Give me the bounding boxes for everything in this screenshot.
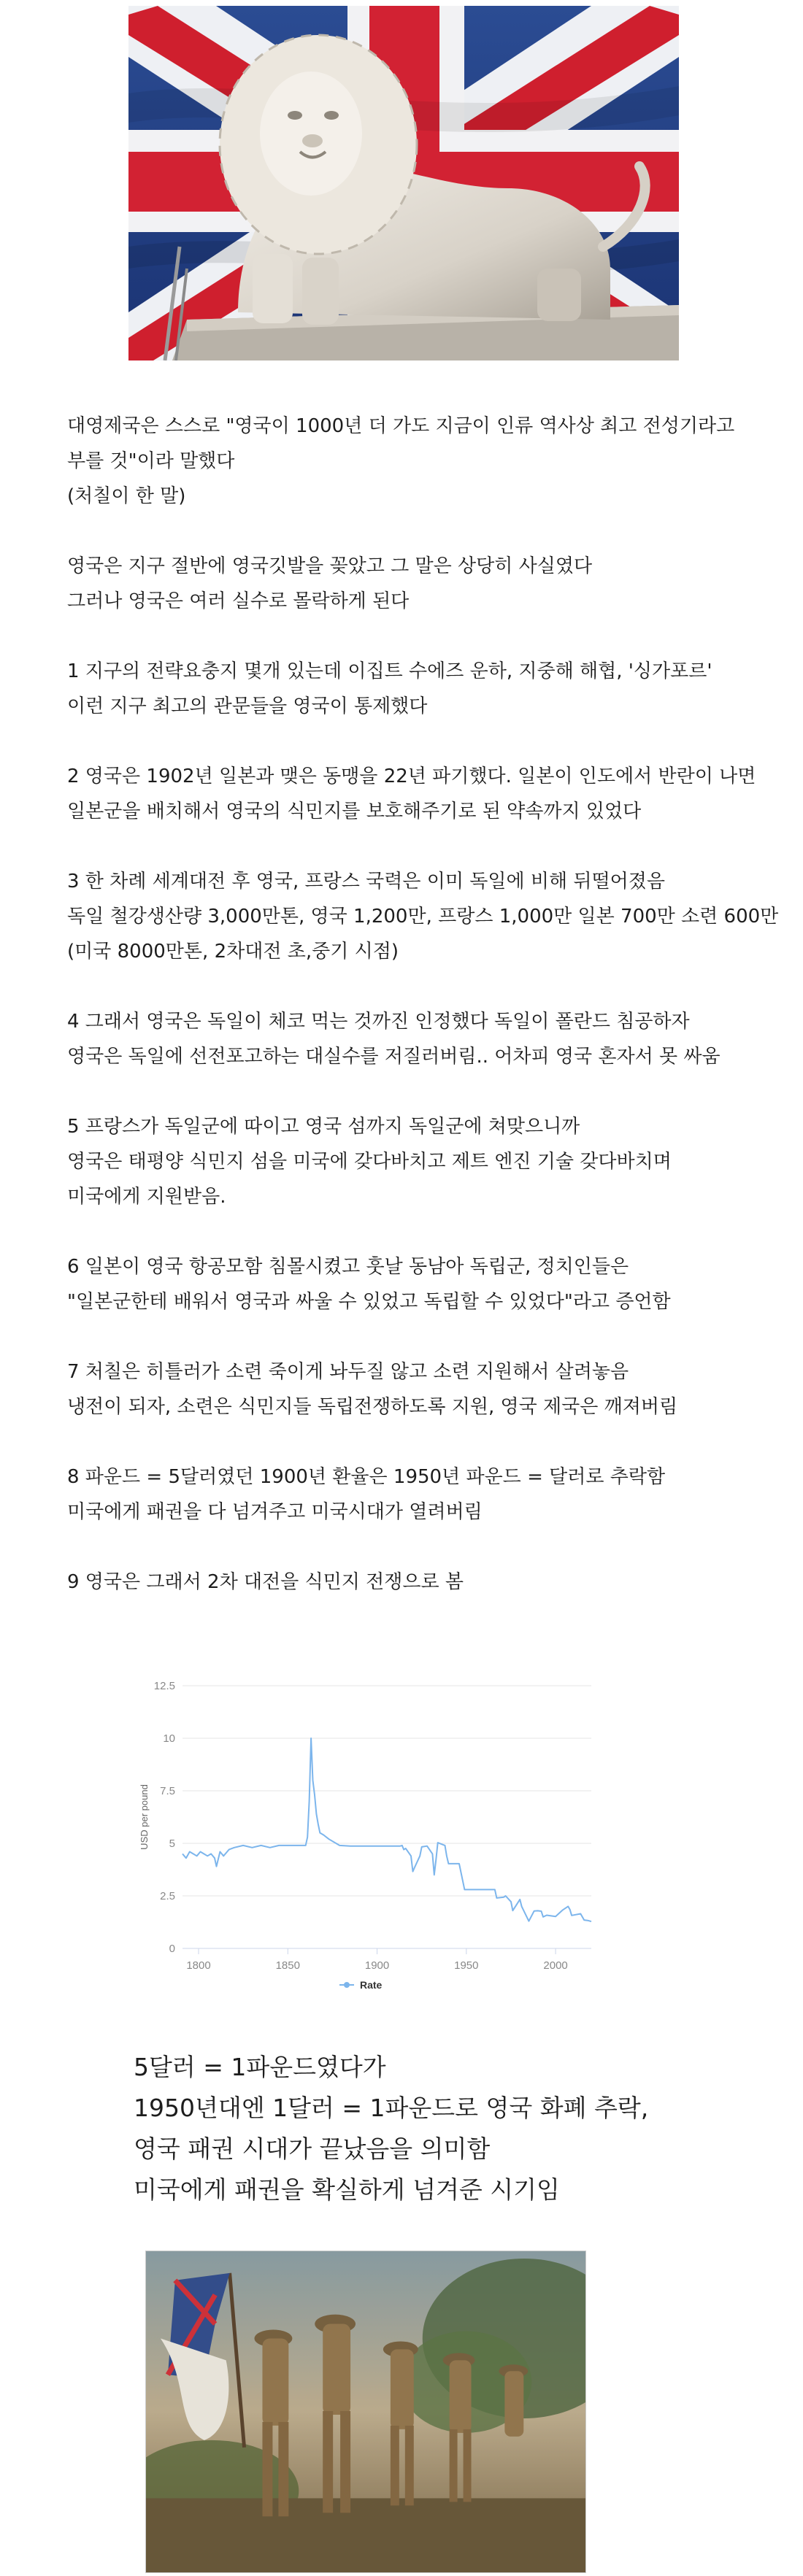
article-line: 5 프랑스가 독일군에 따이고 영국 섬까지 독일군에 쳐맞으니까 [67,1116,580,1138]
legend-label: Rate [360,1979,383,1991]
article-line: (처칠이 한 말) [67,485,186,507]
series-line [182,1738,591,1921]
article-paragraph [67,1354,775,1424]
article-paragraph [67,654,775,724]
article-line: 6 일본이 영국 항공모함 침몰시켰고 훗날 동남아 독립군, 정치인들은 [67,1256,629,1278]
article-line: 부를 것"이라 말했다 [67,450,235,472]
article-line: 7 처칠은 히틀러가 소련 죽이게 놔두질 않고 소련 지원해서 살려놓음 [67,1361,629,1383]
soldiers-painting-image [145,2251,586,2573]
article-line: 3 한 차례 세계대전 후 영국, 프랑스 국력은 이미 독일에 비해 뒤떨어졌음 [67,871,665,892]
article-line: 이런 지구 최고의 관문들을 영국이 통제했다 [67,695,428,717]
chart-caption [134,2047,718,2210]
article-line: 미국에게 패권을 다 넘겨주고 미국시대가 열려버림 [67,1501,483,1523]
article-line: 일본군을 배치해서 영국의 식민지를 보호해주기로 된 약속까지 있었다 [67,801,642,822]
article-paragraph [67,759,775,829]
x-tick-label: 1950 [454,1959,479,1972]
article-line: 8 파운드 = 5달러였던 1900년 환율은 1950년 파운드 = 달러로 추락함 [67,1466,666,1488]
caption-line: 5달러 = 1파운드였다가 [134,2053,386,2081]
article-line: 영국은 지구 절반에 영국깃발을 꽂았고 그 말은 상당히 사실였다 [67,555,593,577]
article-paragraph [67,409,775,514]
article-line: 영국은 독일에 선전포고하는 대실수를 저질러버림.. 어차피 영국 혼자서 못 싸움 [67,1046,721,1068]
y-tick-label: 5 [169,1837,175,1850]
article-line: 영국은 태평양 식민지 섬을 미국에 갖다바치고 제트 엔진 기술 갖다바치며 [67,1151,672,1173]
article-body [67,409,779,1635]
article-line: "일본군한테 배워서 영국과 싸울 수 있었고 독립할 수 있었다"라고 증언함 [67,1291,671,1313]
article-paragraph [67,1565,775,1600]
y-tick-label: 0 [169,1943,175,1955]
article-line: 대영제국은 스스로 "영국이 1000년 더 가도 지금이 인류 역사상 최고 전성기라고 [67,415,735,437]
article-paragraph [67,1459,775,1530]
y-axis-label: USD per pound [139,1784,150,1850]
chart-svg [110,1671,599,2014]
article-paragraph [67,549,775,619]
caption-line: 미국에게 패권을 확실하게 넘겨준 시기임 [134,2175,560,2204]
y-tick-label: 7.5 [160,1785,175,1797]
x-tick-label: 1800 [186,1959,211,1972]
caption-line: 영국 패권 시대가 끝났음을 의미함 [134,2135,491,2163]
lion-union-jack-image [128,6,679,360]
exchange-rate-chart [110,1671,599,2014]
article-line: 1 지구의 전략요충지 몇개 있는데 이집트 수에즈 운하, 지중해 해협, '싱가포르' [67,660,712,682]
caption-line: 1950년대엔 1달러 = 1파운드로 영국 화폐 추락, [134,2094,649,2122]
article-line: 그러나 영국은 여러 실수로 몰락하게 된다 [67,590,410,612]
article-line: 9 영국은 그래서 2차 대전을 식민지 전쟁으로 봄 [67,1571,464,1593]
article-line: (미국 8000만톤, 2차대전 초,중기 시점) [67,941,399,963]
article-paragraph [67,1249,775,1319]
x-tick-label: 2000 [543,1959,568,1972]
x-tick-label: 1850 [275,1959,300,1972]
y-tick-label: 10 [163,1732,175,1745]
article-paragraph [67,1004,775,1074]
y-tick-label: 2.5 [160,1890,175,1902]
y-tick-label: 12.5 [153,1680,175,1692]
x-tick-label: 1900 [364,1959,390,1972]
article-line: 미국에게 지원받음. [67,1186,226,1208]
article-line: 4 그래서 영국은 독일이 체코 먹는 것까진 인정했다 독일이 폴란드 침공하자 [67,1011,690,1033]
article-paragraph [67,864,779,969]
legend-marker [344,1982,350,1988]
article-line: 2 영국은 1902년 일본과 맺은 동맹을 22년 파기했다. 일본이 인도에서 반란이 나면 [67,766,756,787]
article-paragraph [67,1109,775,1214]
article-line: 독일 철강생산량 3,000만톤, 영국 1,200만, 프랑스 1,000만 일본 700만 소련 600만 [67,906,779,928]
article-line: 냉전이 되자, 소련은 식민지들 독립전쟁하도록 지원, 영국 제국은 깨져버림 [67,1396,678,1418]
